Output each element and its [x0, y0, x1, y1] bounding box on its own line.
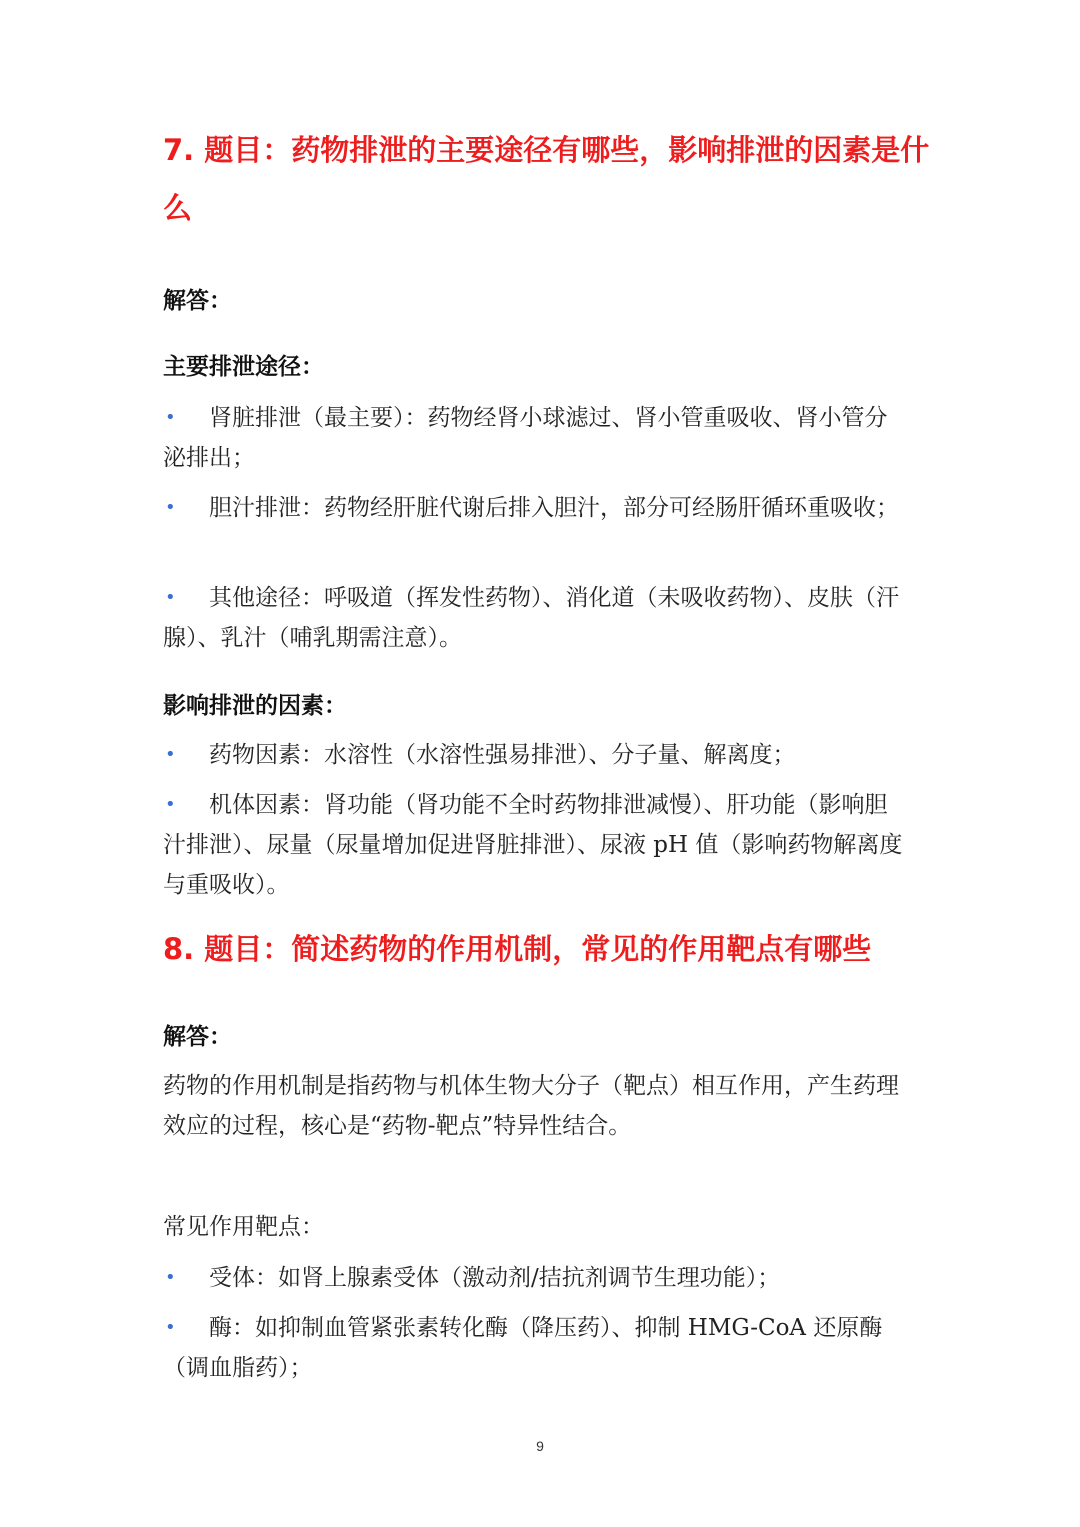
bullet-icon: •	[165, 587, 176, 608]
routes-label: 主要排泄途径：	[163, 354, 324, 380]
question-7-title: 7. 题目：药物排泄的主要途径有哪些，影响排泄的因素是什么	[163, 133, 930, 225]
bullet-icon: •	[165, 744, 176, 765]
list-item-text: 其他途径：呼吸道（挥发性药物）、消化道（未吸收药物）、皮肤（汗腺）、乳汁（哺乳期需注意）。	[163, 585, 899, 651]
bullet-icon: •	[165, 1267, 176, 1288]
list-item	[163, 785, 903, 905]
page-number: 9	[536, 1438, 544, 1454]
factors-label: 影响排泄的因素：	[163, 693, 347, 719]
list-item-text: 肾脏排泄（最主要）：药物经肾小球滤过、肾小管重吸收、肾小管分泌排出；	[163, 405, 888, 471]
answer-label: 解答：	[163, 288, 232, 314]
mechanism-paragraph: 药物的作用机制是指药物与机体生物大分子（靶点）相互作用，产生药理效应的过程，核心是“药物-靶点”特异性结合。	[163, 1073, 899, 1139]
bullet-icon: •	[165, 1317, 176, 1338]
list-item	[163, 1308, 903, 1388]
list-item-text: 机体因素：肾功能（肾功能不全时药物排泄减慢）、肝功能（影响胆汁排泄）、尿量（尿量增加促进肾脏排泄）、尿液 pH 值（影响药物解离度与重吸收）。	[163, 792, 903, 898]
list-item-text: 受体：如肾上腺素受体（激动剂/拮抗剂调节生理功能）；	[209, 1265, 781, 1291]
list-item	[163, 1258, 903, 1298]
list-item	[163, 488, 903, 528]
answer-label: 解答：	[163, 1024, 232, 1050]
bullet-icon: •	[165, 407, 176, 428]
list-item-text: 酶：如抑制血管紧张素转化酶（降压药）、抑制 HMG-CoA 还原酶（调血脂药）；	[163, 1315, 883, 1381]
list-item	[163, 578, 903, 658]
list-item-text: 胆汁排泄：药物经肝脏代谢后排入胆汁，部分可经肠肝循环重吸收；	[209, 495, 899, 521]
list-item	[163, 398, 903, 478]
bullet-icon: •	[165, 497, 176, 518]
targets-label: 常见作用靶点：	[163, 1214, 324, 1240]
list-item	[163, 735, 903, 775]
question-8-title: 8. 题目：简述药物的作用机制，常见的作用靶点有哪些	[163, 932, 872, 966]
bullet-icon: •	[165, 794, 176, 815]
list-item-text: 药物因素：水溶性（水溶性强易排泄）、分子量、解离度；	[209, 742, 796, 768]
